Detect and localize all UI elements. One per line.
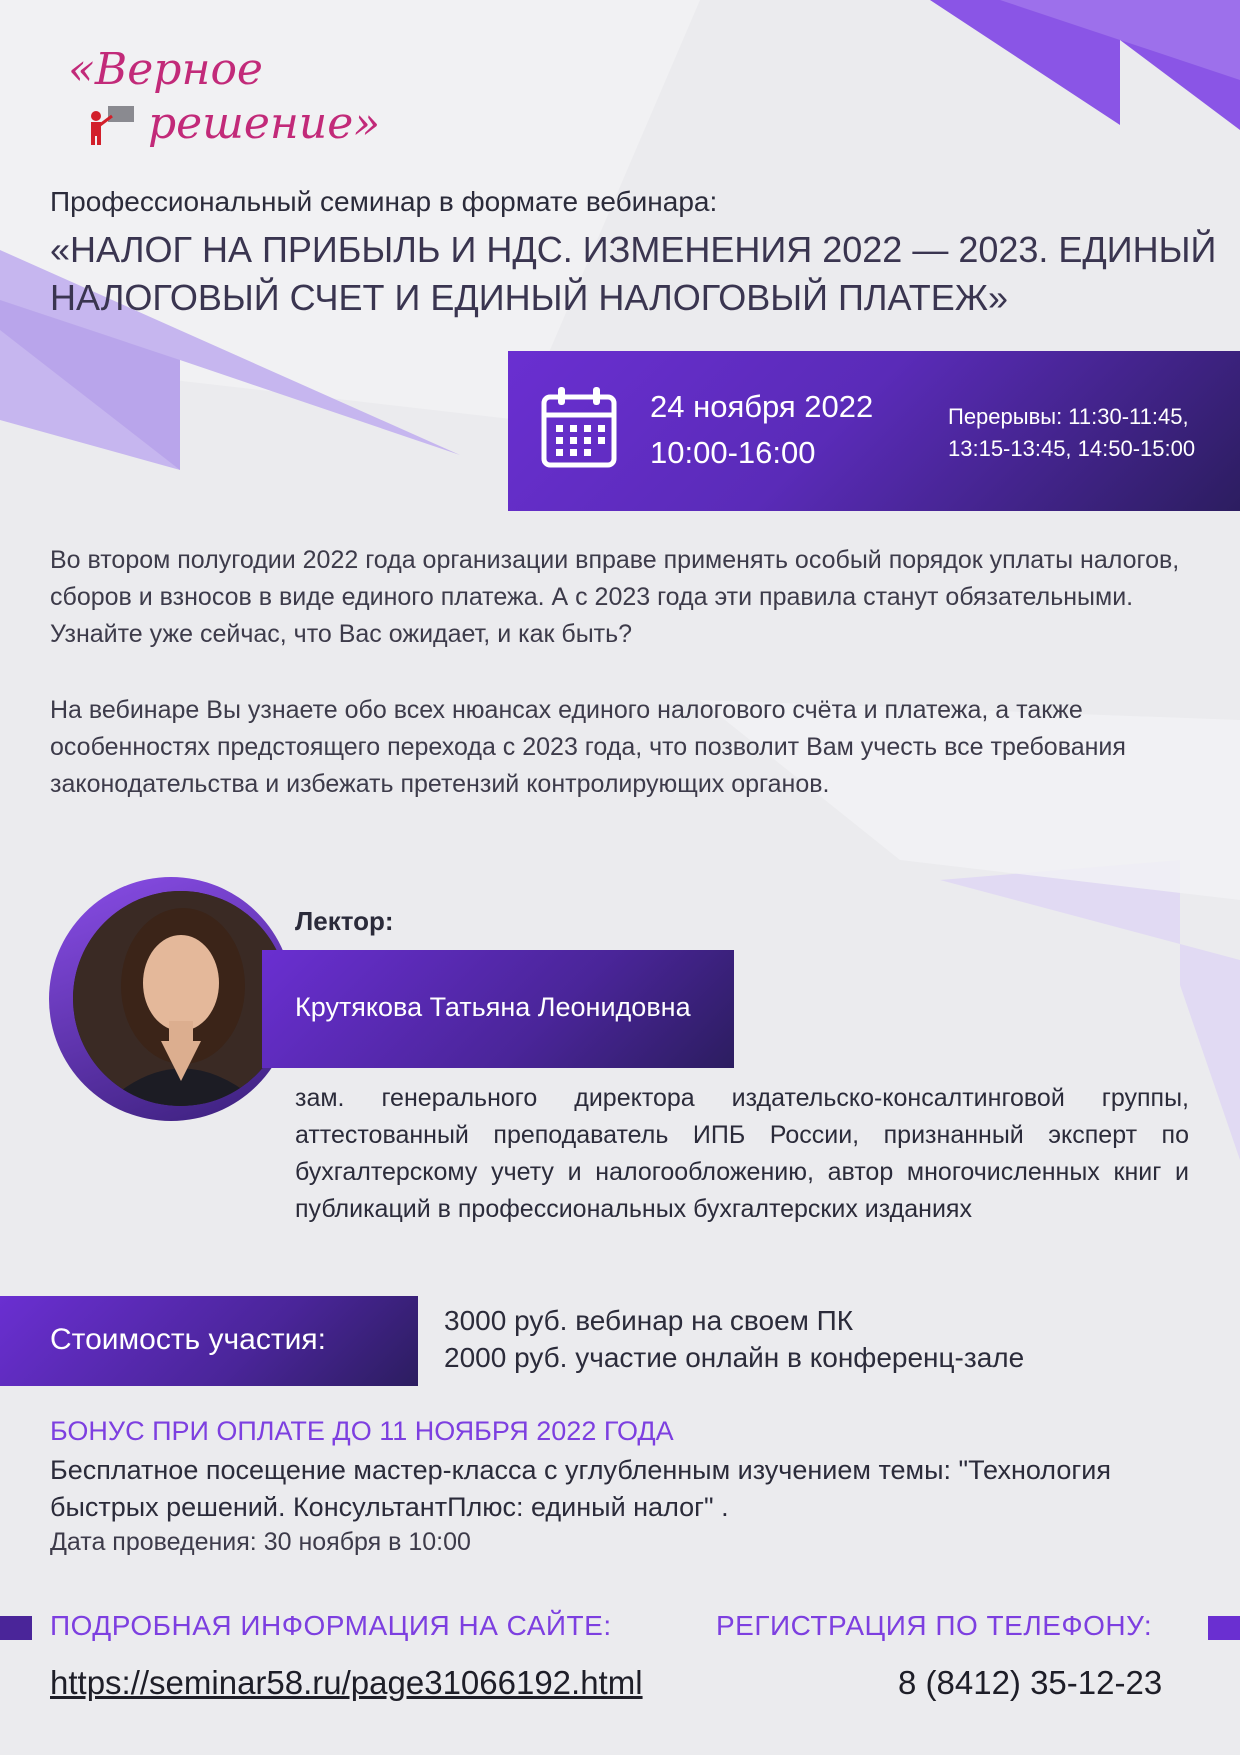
lecturer-description: зам. генерального директора издательско-консалтинговой группы, аттестованный преподаватель ИПБ России, признанный эксперт по бухгалтерскому учету и налогообложению, автор многочисленных книг и публикаций в профессиональных бухгалтерских изданиях <box>295 1084 1189 1223</box>
info-label: ПОДРОБНАЯ ИНФОРМАЦИЯ НА САЙТЕ: <box>50 1610 612 1641</box>
lecturer-name-bar <box>262 950 734 1068</box>
lecturer-name: Крутякова Татьяна Леонидовна <box>295 992 691 1022</box>
logo-line-2: решение» <box>148 98 381 149</box>
teacher-icon <box>86 104 138 146</box>
bonus-text: Бесплатное посещение мастер-класса с углубленным изучением темы: "Технология быстрых решений. КонсультантПлюс: единый налог" . <box>50 1455 1111 1522</box>
price-label: Стоимость участия: <box>50 1323 326 1356</box>
breaks-info <box>948 401 1228 465</box>
event-title: «НАЛОГ НА ПРИБЫЛЬ И НДС. ИЗМЕНЕНИЯ 2022 — 2023. ЕДИНЫЙ НАЛОГОВЫЙ СЧЕТ И ЕДИНЫЙ НАЛОГОВЫЙ ПЛАТЕЖ» <box>50 229 1217 318</box>
details-paragraph: На вебинаре Вы узнаете обо всех нюансах единого налогового счёта и платежа, а также особенностях предстоящего перехода с 2023 года, что позволит Вам учесть все требования законодательства и избежать претензий контролирующих органов. <box>50 696 1126 798</box>
price-label-bar <box>0 1296 418 1386</box>
website-link[interactable]: https://seminar58.ru/page31066192.html <box>50 1664 643 1701</box>
decor-marker-right <box>1208 1616 1240 1640</box>
bonus-date: Дата проведения: 30 ноября в 10:00 <box>50 1528 471 1556</box>
date-banner <box>508 351 1240 511</box>
phone-number[interactable]: 8 (8412) 35-12-23 <box>898 1664 1163 1701</box>
logo-line-1: «Верное <box>68 44 263 95</box>
lecturer-label: Лектор: <box>295 906 394 936</box>
lecturer-photo <box>73 891 288 1106</box>
calendar-icon <box>540 387 618 469</box>
breaks-line-2: 13:15-13:45, 14:50-15:00 <box>948 436 1196 461</box>
bonus-title: БОНУС ПРИ ОПЛАТЕ ДО 11 НОЯБРЯ 2022 ГОДА <box>50 1416 674 1446</box>
decor-marker-left <box>0 1616 32 1640</box>
company-logo <box>68 40 381 160</box>
intro-paragraph: Во втором полугодии 2022 года организации вправе применять особый порядок уплаты налогов, сборов и взносов в виде единого платежа. А с 2023 года эти правила станут обязательными. Узнайте уже сейчас, что Вас ожидает, и как быть? <box>50 546 1180 648</box>
registration-label: РЕГИСТРАЦИЯ ПО ТЕЛЕФОНУ: <box>716 1610 1153 1641</box>
price-option-conference: 2000 руб. участие онлайн в конференц-зале <box>444 1342 1025 1373</box>
event-time: 10:00-16:00 <box>650 435 816 470</box>
price-option-webinar: 3000 руб. вебинар на своем ПК <box>444 1305 854 1336</box>
breaks-line-1: Перерывы: 11:30-11:45, <box>948 404 1189 429</box>
event-date: 24 ноября 2022 <box>650 389 874 424</box>
event-subtitle: Профессиональный семинар в формате вебинара: <box>50 186 718 217</box>
